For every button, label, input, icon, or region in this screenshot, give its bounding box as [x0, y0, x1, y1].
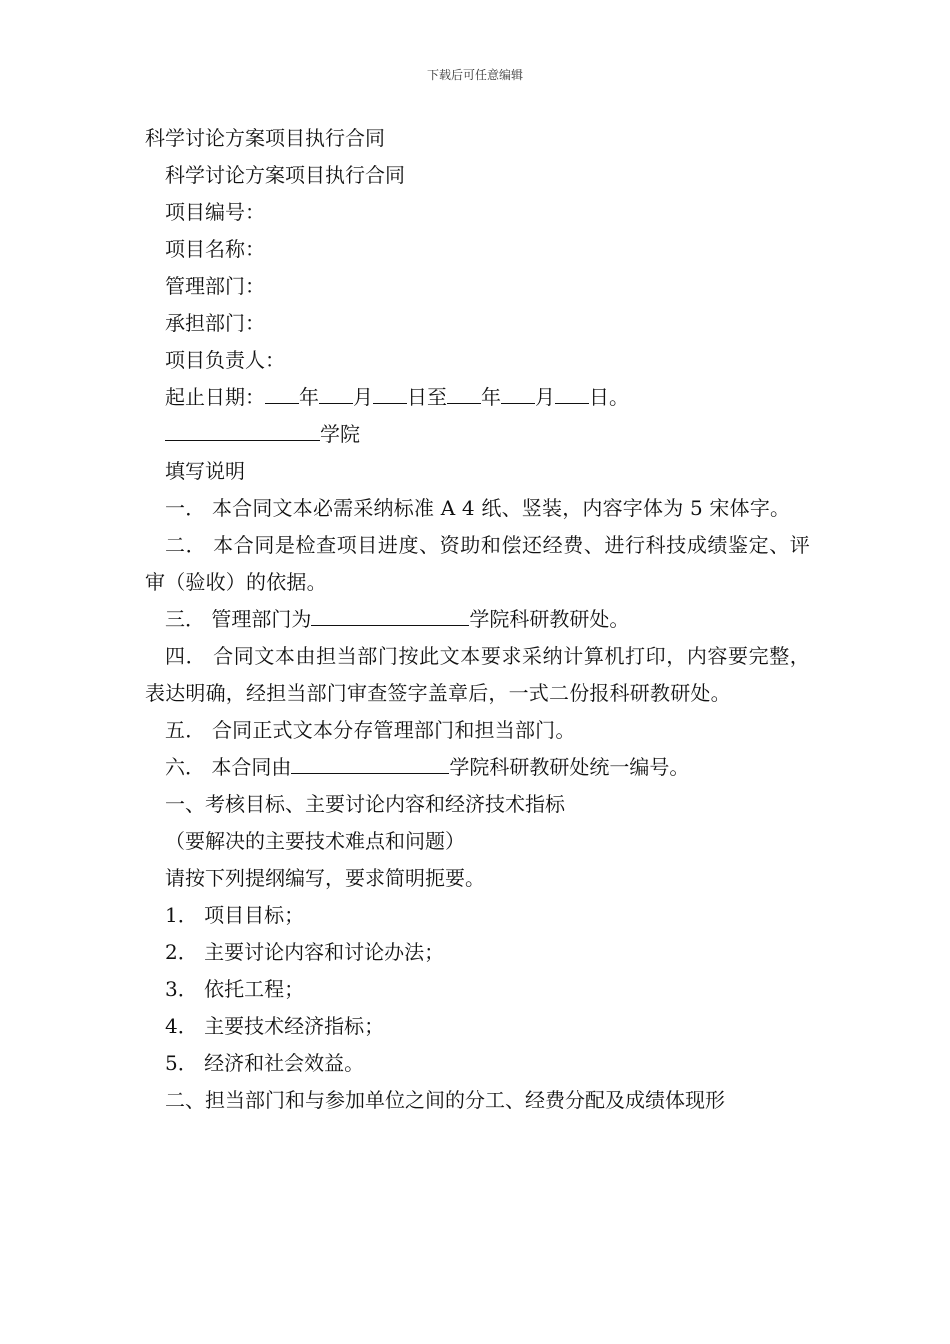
instructions-title: 填写说明 — [165, 459, 245, 483]
field-college — [145, 416, 810, 453]
field-management-dept: 管理部门： — [165, 274, 265, 298]
instruction-3-prefix: 三． 管理部门为 — [165, 607, 312, 631]
list-item: 1． 项目目标； — [165, 903, 305, 927]
blank-start-year — [265, 381, 299, 404]
college-suffix: 学院 — [320, 422, 360, 446]
blank-end-year — [447, 381, 481, 404]
section-1-instruction: 请按下列提纲编写，要求简明扼要。 — [165, 866, 485, 890]
section-2-title: 二、担当部门和与参加单位之间的分工、经费分配及成绩体现形 — [165, 1088, 725, 1112]
list-item: 3． 依托工程； — [165, 977, 305, 1001]
section-1-title: 一、考核目标、主要讨论内容和经济技术指标 — [165, 792, 565, 816]
blank-end-month — [501, 381, 535, 404]
date-month-label: 月 — [353, 385, 373, 409]
instruction-4: 四． 合同文本由担当部门按此文本要求采纳计算机打印，内容要完整，表达明确，经担当部门审查签字盖章后，一式二份报科研教研处。 — [145, 644, 810, 705]
date-year-label: 年 — [299, 385, 319, 409]
blank-mgmt-college — [311, 603, 469, 626]
field-project-number: 项目编号： — [165, 200, 265, 224]
date-end-label: 日。 — [589, 385, 629, 409]
date-month-label-2: 月 — [535, 385, 555, 409]
instruction-6-suffix: 学院科研教研处统一编号。 — [449, 755, 690, 779]
instruction-6 — [145, 749, 810, 786]
document-body — [145, 120, 810, 1119]
field-project-name: 项目名称： — [165, 237, 265, 261]
document-subtitle: 科学讨论方案项目执行合同 — [165, 163, 405, 187]
instruction-1: 一． 本合同文本必需采纳标准 A 4 纸、竖装，内容字体为 5 宋体字。 — [165, 496, 791, 520]
page-header: 下载后可任意编辑 — [426, 68, 523, 82]
blank-college — [165, 418, 320, 441]
field-project-leader: 项目负责人： — [165, 348, 285, 372]
list-item: 5． 经济和社会效益。 — [165, 1051, 365, 1075]
section-1-note: （要解决的主要技术难点和问题） — [165, 829, 465, 853]
date-to-label: 日至 — [407, 385, 447, 409]
field-undertaking-dept: 承担部门： — [165, 311, 265, 335]
document-title: 科学讨论方案项目执行合同 — [145, 126, 385, 150]
date-year-label-2: 年 — [481, 385, 501, 409]
blank-numbering-college — [291, 751, 449, 774]
date-label: 起止日期： — [165, 385, 265, 409]
blank-end-day — [555, 381, 589, 404]
instruction-3 — [145, 601, 810, 638]
list-item: 4． 主要技术经济指标； — [165, 1014, 385, 1038]
instruction-2: 二． 本合同是检查项目进度、资助和偿还经费、进行科技成绩鉴定、评审（验收）的依据。 — [145, 533, 810, 594]
instruction-3-suffix: 学院科研教研处。 — [469, 607, 630, 631]
instruction-6-prefix: 六． 本合同由 — [165, 755, 292, 779]
instruction-5: 五． 合同正式文本分存管理部门和担当部门。 — [165, 718, 576, 742]
blank-start-day — [373, 381, 407, 404]
blank-start-month — [319, 381, 353, 404]
field-date-range — [145, 379, 810, 416]
list-item: 2． 主要讨论内容和讨论办法； — [165, 940, 445, 964]
